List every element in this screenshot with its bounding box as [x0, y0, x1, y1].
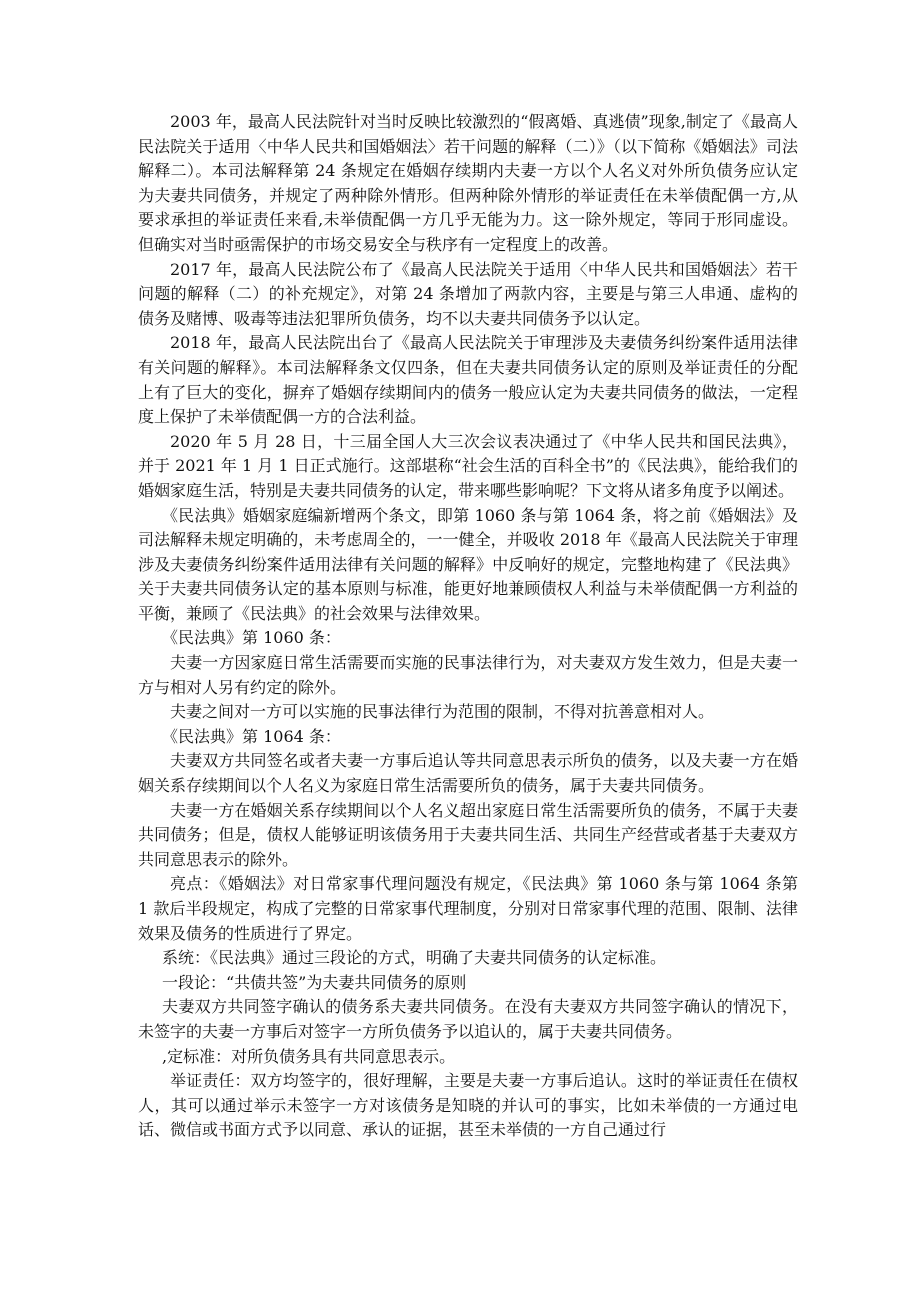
first-stage-heading: 一段论：“共债共签”为夫妻共同债务的原则 [162, 972, 467, 992]
body-text [138, 110, 798, 1143]
article-1060-clause-1: 夫妻一方因家庭日常生活需要而实施的民事法律行为，对夫妻双方发生效力，但是夫妻一方与相对人另有约定的除外。 [138, 653, 798, 697]
article-1060-clause-2: 夫妻之间对一方可以实施的民事法律行为范围的限制，不得对抗善意相对人。 [170, 702, 715, 722]
article-1064-clause-1: 夫妻双方共同签名或者夫妻一方事后追认等共同意思表示所负的债务，以及夫妻一方在婚姻关系存续期间以个人名义为家庭日常生活需要所负的债务，属于夫妻共同债务。 [138, 751, 798, 796]
paragraph-2020: 2020 年 5 月 28 日，十三届全国人大三次会议表决通过了《中华人民共和国民法典》，并于 2021 年 1 月 1 日正式施行。这部堪称“社会生活的百科全书”的《民法典》，能给我们的婚姻家庭生活，特别是夫妻共同债务的认定，带来哪些影响呢？下文将从诸多角度予以阐述。 [138, 431, 798, 500]
article-1064-clause-2: 夫妻一方在婚姻关系存续期间以个人名义超出家庭日常生活需要所负的债务，不属于夫妻共同债务；但是，债权人能够证明该债务用于夫妻共同生活、共同生产经营或者基于夫妻双方共同意思表示的除外。 [138, 800, 798, 869]
burden-of-proof-paragraph: 举证责任：双方均签字的，很好理解，主要是夫妻一方事后追认。这时的举证责任在债权人，其可以通过举示未签字一方对该债务是知晓的并认可的事实，比如未举债的一方通过电话、微信或书面方式予以同意、承认的证据，甚至未举债的一方自己通过行 [138, 1071, 798, 1140]
highlight-paragraph: 亮点：《婚姻法》对日常家事代理问题没有规定，《民法典》第 1060 条与第 1064 条第 1 款后半段规定，构成了完整的日常家事代理制度，分别对日常家事代理的范围、限制、法律效果及债务的性质进行了界定。 [138, 874, 798, 943]
standard-paragraph: ,定标准：对所负债务具有共同意思表示。 [162, 1046, 456, 1066]
paragraph-2017: 2017 年，最高人民法院公布了《最高人民法院关于适用〈中华人民共和国婚姻法〉若干问题的解释（二）的补充规定》，对第 24 条增加了两款内容，主要是与第三人串通、虚构的债务及赌博、吸毒等违法犯罪所负债务，均不以夫妻共同债务予以认定。 [138, 259, 798, 328]
article-1064-heading: 《民法典》第 1064 条： [162, 726, 341, 746]
paragraph-2018: 2018 年，最高人民法院出台了《最高人民法院关于审理涉及夫妻债务纠纷案件适用法律有关问题的解释》。本司法解释条文仅四条，但在夫妻共同债务认定的原则及举证责任的分配上有了巨大的变化，摒弃了婚姻存续期间内的债务一般应认定为夫妻共同债务的做法，一定程度上保护了未举债配偶一方的合法利益。 [138, 333, 798, 427]
paragraph-2003: 2003 年，最高人民法院针对当时反映比较激烈的“假离婚、真逃债”现象,制定了《最高人民法院关于适用〈中华人民共和国婚姻法〉若干问题的解释（二）》（以下简称《婚姻法》司法解释二）。本司法解释第 24 条规定在婚姻存续期内夫妻一方以个人名义对外所负债务应认定为夫妻共同债务，并规定了两种除外情形。但两种除外情形的举证责任在未举债配偶一方,从要求承担的举证责任来看,未举债配偶一方几乎无能为力。这一除外规定，等同于形同虚设。但确实对当时亟需保护的市场交易安全与秩序有一定程度上的改善。 [138, 112, 798, 254]
system-paragraph: 系统：《民法典》通过三段论的方式，明确了夫妻共同债务的认定标准。 [162, 948, 667, 968]
paragraph-civil-code-overview: 《民法典》婚姻家庭编新增两个条文，即第 1060 条与第 1064 条，将之前《婚姻法》及司法解释未规定明确的，未考虑周全的，一一健全，并吸收 2018 年《最高人民法院关于审理涉及夫妻债务纠纷案件适用法律有关问题的解释》中反响好的规定，完整地构建了《民法典》关于夫妻共同债务认定的基本原则与标准，能更好地兼顾债权人利益与未举债配偶一方利益的平衡，兼顾了《民法典》的社会效果与法律效果。 [138, 505, 798, 623]
article-1060-heading: 《民法典》第 1060 条： [162, 628, 341, 648]
first-stage-body: 夫妻双方共同签字确认的债务系夫妻共同债务。在没有夫妻双方共同签字确认的情况下，未签字的夫妻一方事后对签字一方所负债务予以追认的，属于夫妻共同债务。 [138, 997, 798, 1041]
